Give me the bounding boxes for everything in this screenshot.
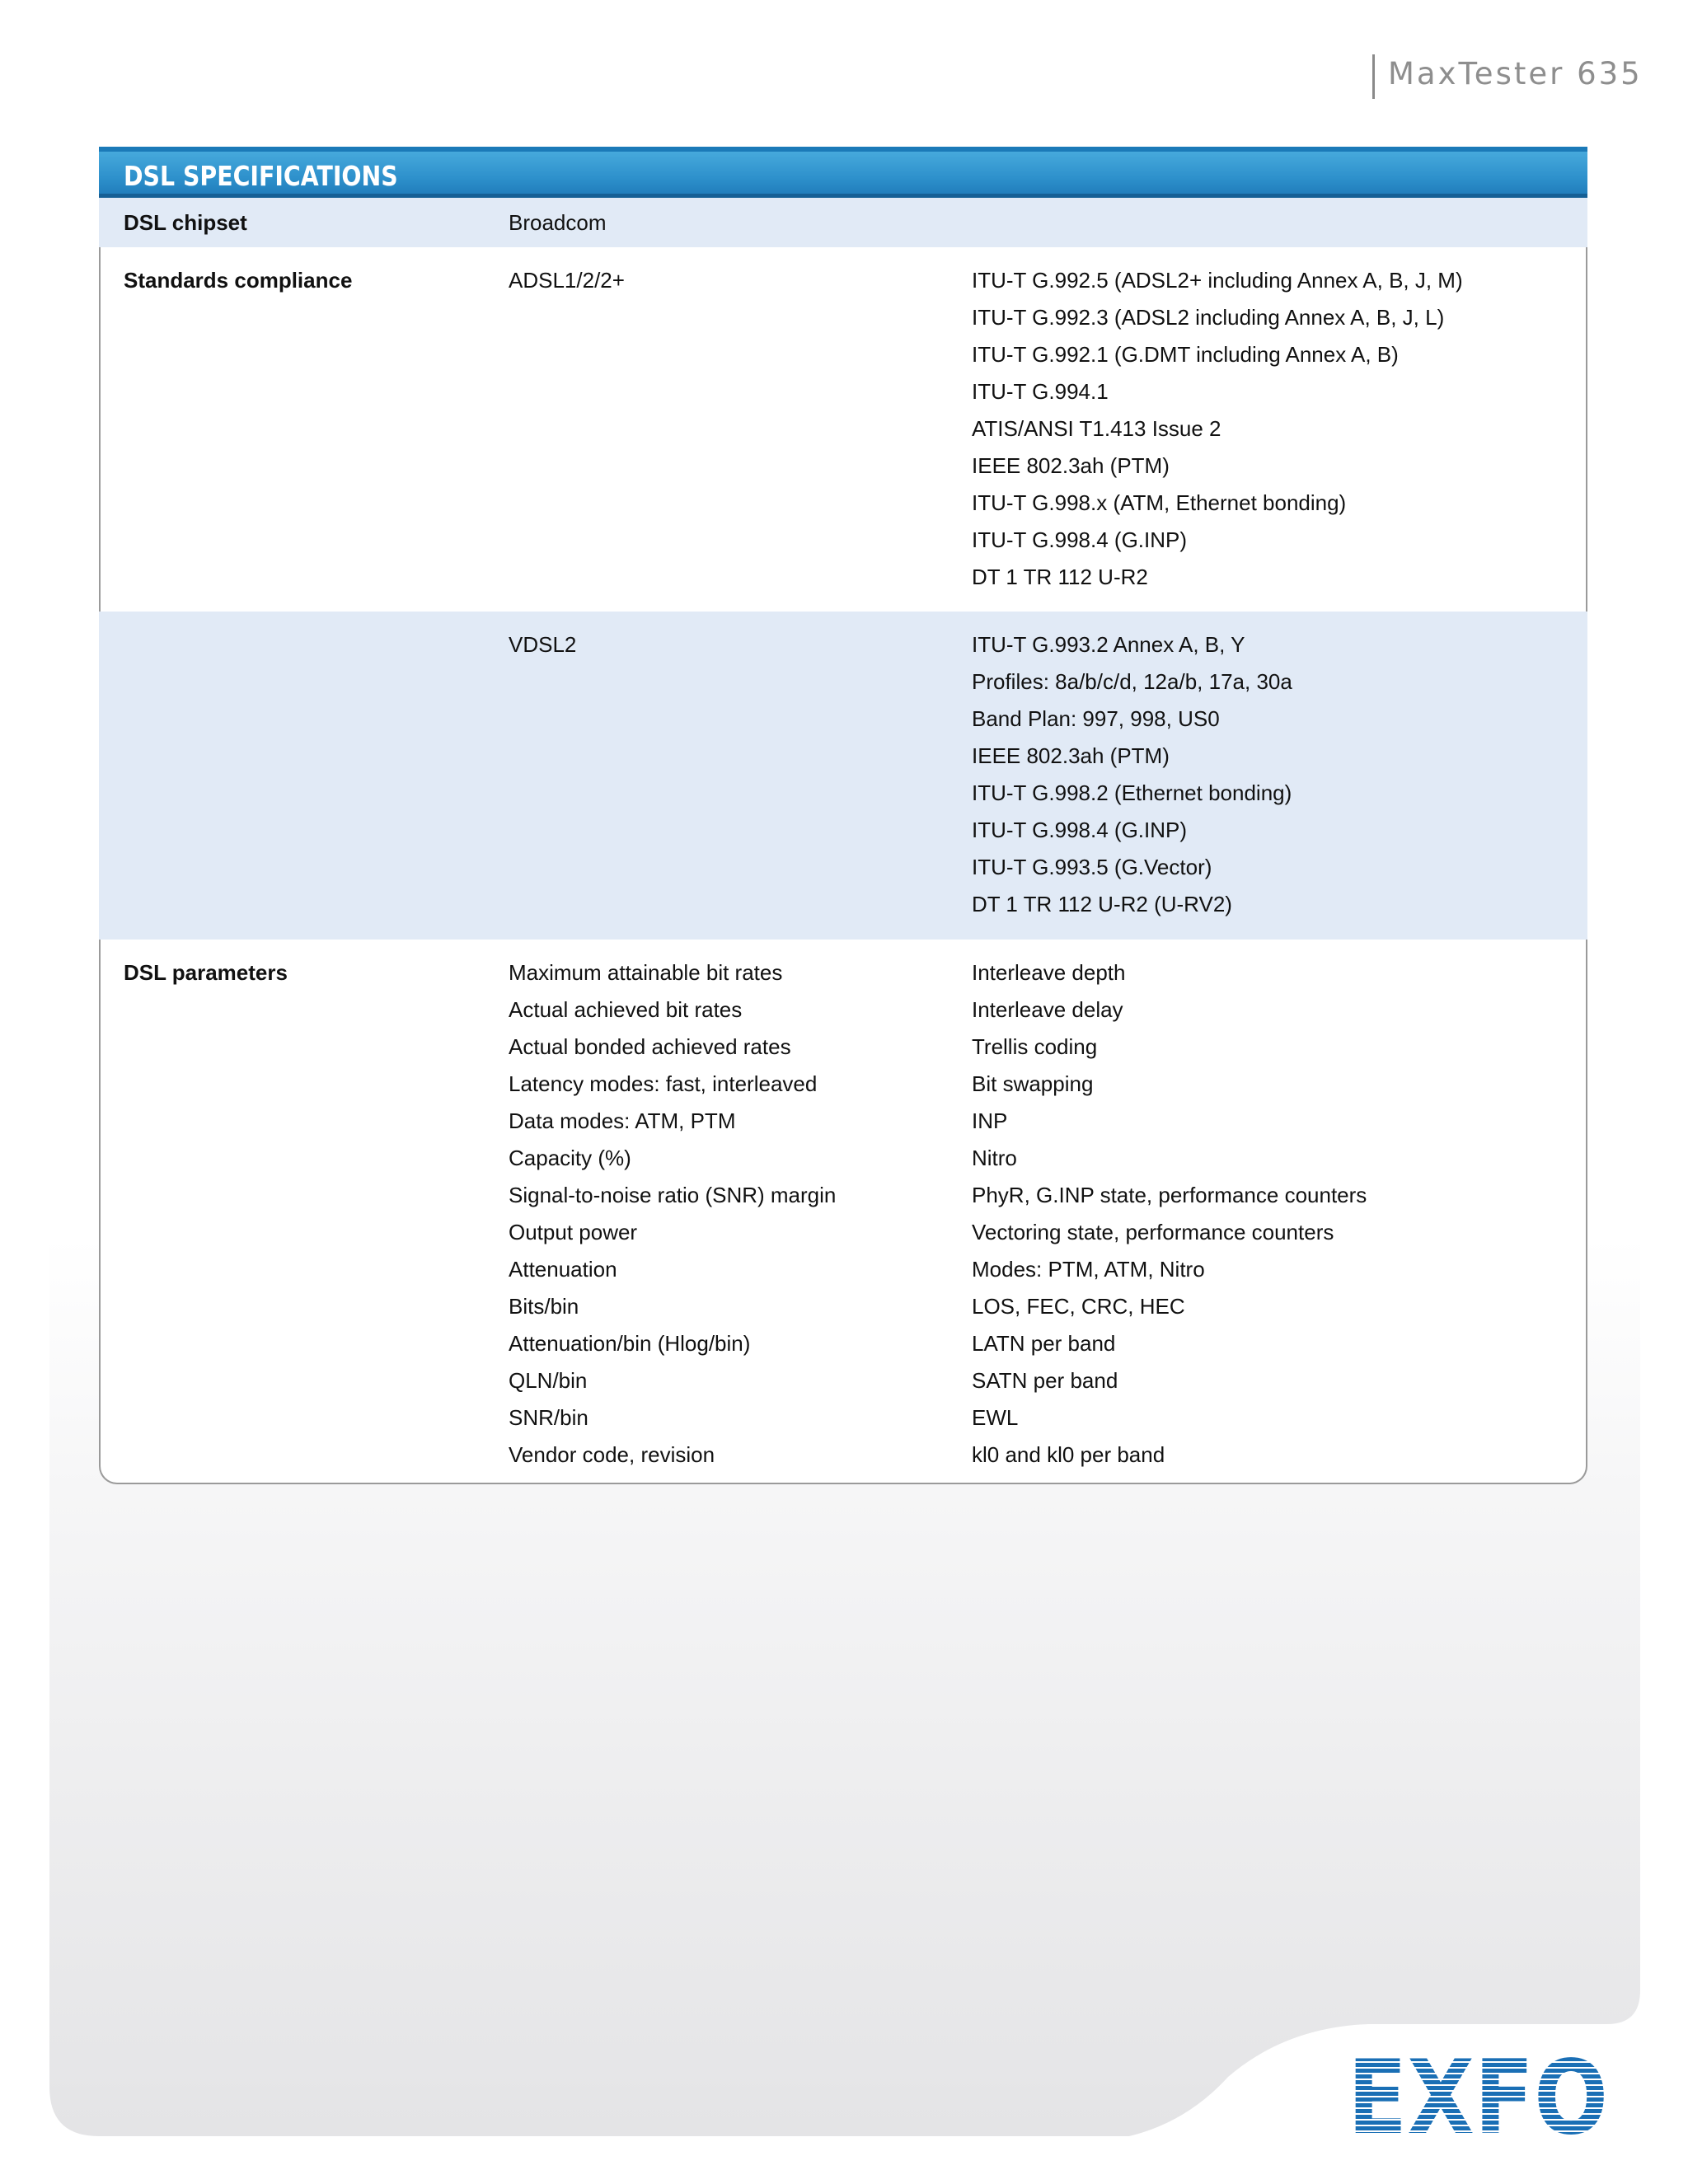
row-label: DSL parameters	[124, 960, 288, 985]
list-item: ITU-T G.993.2 Annex A, B, Y	[972, 632, 1245, 657]
list-item: SATN per band	[972, 1368, 1118, 1393]
header-divider	[1372, 54, 1375, 99]
list-item: ITU-T G.998.4 (G.INP)	[972, 818, 1188, 842]
vdsl2-standards-list	[972, 626, 1292, 923]
list-item: LOS, FEC, CRC, HEC	[972, 1294, 1185, 1319]
parameters-list-2	[972, 954, 1367, 1474]
list-item: ITU-T G.998.4 (G.INP)	[972, 527, 1188, 552]
list-item: Data modes: ATM, PTM	[509, 1108, 736, 1133]
section-title: DSL SPECIFICATIONS	[124, 160, 398, 192]
list-item: Vectoring state, performance counters	[972, 1220, 1334, 1244]
list-item: QLN/bin	[509, 1368, 588, 1393]
vdsl2-name: VDSL2	[509, 632, 577, 657]
list-item: Latency modes: fast, interleaved	[509, 1071, 818, 1096]
list-item: ITU-T G.992.5 (ADSL2+ including Annex A, B, J, M)	[972, 268, 1463, 293]
list-item: INP	[972, 1108, 1008, 1133]
list-item: Profiles: 8a/b/c/d, 12a/b, 17a, 30a	[972, 669, 1292, 694]
adsl-standards-list	[972, 262, 1463, 596]
list-item: Capacity (%)	[509, 1146, 631, 1170]
list-item: Interleave delay	[972, 997, 1123, 1022]
row-dsl-chipset	[99, 198, 1587, 247]
list-item: Trellis coding	[972, 1034, 1098, 1059]
product-name: MaxTester 635	[1388, 56, 1643, 91]
list-item: PhyR, G.INP state, performance counters	[972, 1183, 1367, 1207]
list-item: IEEE 802.3ah (PTM)	[972, 743, 1170, 768]
list-item: ITU-T G.994.1	[972, 379, 1109, 404]
list-item: LATN per band	[972, 1331, 1116, 1356]
list-item: ITU-T G.992.1 (G.DMT including Annex A, B)	[972, 342, 1399, 367]
list-item: ITU-T G.992.3 (ADSL2 including Annex A, B, J, L)	[972, 305, 1445, 330]
parameters-list-1	[509, 954, 836, 1474]
list-item: Attenuation	[509, 1257, 617, 1282]
list-item: DT 1 TR 112 U-R2 (U-RV2)	[972, 892, 1232, 916]
list-item: IEEE 802.3ah (PTM)	[972, 453, 1170, 478]
list-item: SNR/bin	[509, 1405, 588, 1430]
list-item: Actual bonded achieved rates	[509, 1034, 791, 1059]
list-item: Output power	[509, 1220, 638, 1244]
list-item: Band Plan: 997, 998, US0	[972, 706, 1220, 731]
chipset-value: Broadcom	[509, 210, 607, 235]
row-standards-adsl	[99, 247, 1587, 612]
list-item: Bits/bin	[509, 1294, 579, 1319]
row-label: Standards compliance	[124, 268, 353, 293]
list-item: kl0 and kl0 per band	[972, 1442, 1165, 1467]
list-item: Maximum attainable bit rates	[509, 960, 783, 985]
list-item: Signal-to-noise ratio (SNR) margin	[509, 1183, 837, 1207]
row-dsl-parameters	[99, 940, 1587, 1483]
section-header-bar	[99, 147, 1587, 198]
list-item: DT 1 TR 112 U-R2	[972, 565, 1148, 589]
list-item: ITU-T G.993.5 (G.Vector)	[972, 855, 1212, 879]
list-item: Nitro	[972, 1146, 1017, 1170]
list-item: EWL	[972, 1405, 1019, 1430]
list-item: Modes: PTM, ATM, Nitro	[972, 1257, 1205, 1282]
row-standards-vdsl2	[99, 612, 1587, 940]
list-item: Attenuation/bin (Hlog/bin)	[509, 1331, 751, 1356]
list-item: Interleave depth	[972, 960, 1126, 985]
list-item: Bit swapping	[972, 1071, 1094, 1096]
adsl-name: ADSL1/2/2+	[509, 268, 625, 293]
dsl-specifications-table	[99, 147, 1587, 1484]
list-item: Vendor code, revision	[509, 1442, 715, 1467]
exfo-logo	[1347, 2057, 1609, 2138]
list-item: ITU-T G.998.x (ATM, Ethernet bonding)	[972, 490, 1347, 515]
list-item: ITU-T G.998.2 (Ethernet bonding)	[972, 780, 1292, 805]
list-item: Actual achieved bit rates	[509, 997, 743, 1022]
list-item: ATIS/ANSI T1.413 Issue 2	[972, 416, 1221, 441]
row-label: DSL chipset	[124, 210, 247, 235]
